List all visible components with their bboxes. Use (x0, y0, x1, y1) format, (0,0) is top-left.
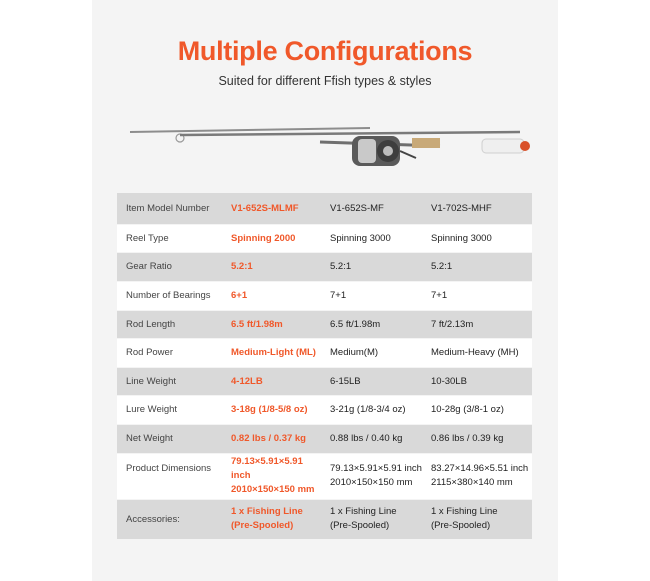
cell: Medium(M) (321, 338, 422, 367)
cell-line: 1 x Fishing Line (431, 506, 498, 517)
table-row (117, 367, 532, 395)
cell: 10-28g (3/8-1 oz) (422, 395, 532, 424)
cell: 6.5 ft/1.98m (321, 310, 422, 338)
table-row (117, 338, 532, 367)
cell-highlight: 3-18g (1/8-5/8 oz) (222, 395, 321, 424)
table-row (117, 453, 532, 499)
cell: V1-652S-MF (321, 193, 422, 224)
cell: 0.88 lbs / 0.40 kg (321, 424, 422, 453)
row-label: Product Dimensions (117, 453, 222, 499)
table-row (117, 252, 532, 281)
page-title: Multiple Configurations (177, 36, 473, 66)
cell (422, 453, 532, 499)
rod-upper-blank (130, 128, 370, 132)
table-row (117, 424, 532, 453)
table-row (117, 395, 532, 424)
cell-highlight: 4-12LB (222, 367, 321, 395)
cell: 7 ft/2.13m (422, 310, 532, 338)
row-label: Rod Power (117, 338, 222, 367)
cell: V1-702S-MHF (422, 193, 532, 224)
cell: 10-30LB (422, 367, 532, 395)
row-label: Number of Bearings (117, 281, 222, 310)
table-row (117, 281, 532, 310)
cell: Spinning 3000 (321, 224, 422, 252)
cell: 7+1 (321, 281, 422, 310)
cell-line: (Pre-Spooled) (431, 520, 491, 531)
cell: 7+1 (422, 281, 532, 310)
cell-highlight (222, 453, 321, 499)
row-label: Reel Type (117, 224, 222, 252)
cell-line: 79.13×5.91×5.91 inch (330, 463, 422, 474)
spinning-reel (352, 136, 416, 166)
page-subtitle: Suited for different Ffish types & styles (218, 74, 432, 88)
table-row (117, 310, 532, 338)
cell-highlight: 5.2:1 (222, 252, 321, 281)
table-row (117, 193, 532, 224)
cell-line: 79.13×5.91×5.91 inch (231, 456, 303, 481)
rod-cork-section (412, 138, 440, 148)
table-row (117, 224, 532, 252)
rod-lower-blank (180, 132, 520, 135)
row-label: Accessories: (117, 499, 222, 539)
cell (422, 499, 532, 539)
row-label: Net Weight (117, 424, 222, 453)
cell-line: (Pre-Spooled) (330, 520, 390, 531)
cell-highlight: 0.82 lbs / 0.37 kg (222, 424, 321, 453)
cell-line: 2010×150×150 mm (330, 477, 413, 488)
row-label: Lure Weight (117, 395, 222, 424)
cell: Medium-Heavy (MH) (422, 338, 532, 367)
cell: 5.2:1 (422, 252, 532, 281)
cell-highlight: 6.5 ft/1.98m (222, 310, 321, 338)
cell-highlight: 6+1 (222, 281, 321, 310)
cell: Spinning 3000 (422, 224, 532, 252)
cell: 5.2:1 (321, 252, 422, 281)
table-row (117, 499, 532, 539)
cell: 3-21g (1/8-3/4 oz) (321, 395, 422, 424)
cell-highlight: V1-652S-MLMF (222, 193, 321, 224)
cell-line: (Pre-Spooled) (231, 520, 294, 531)
cell: 6-15LB (321, 367, 422, 395)
rod-handle (482, 139, 524, 153)
cell-highlight: Medium-Light (ML) (222, 338, 321, 367)
row-label: Line Weight (117, 367, 222, 395)
cell-highlight (222, 499, 321, 539)
cell-highlight: Spinning 2000 (222, 224, 321, 252)
cell-line: 1 x Fishing Line (231, 506, 303, 517)
cell-line: 2010×150×150 mm (231, 484, 315, 495)
row-label: Gear Ratio (117, 252, 222, 281)
cell-line: 83.27×14.96×5.51 inch (431, 463, 529, 474)
cell-line: 1 x Fishing Line (330, 506, 397, 517)
row-label: Item Model Number (117, 193, 222, 224)
cell (321, 499, 422, 539)
cell: 0.86 lbs / 0.39 kg (422, 424, 532, 453)
cell (321, 453, 422, 499)
rod-butt-cap (520, 141, 530, 151)
cell-line: 2115×380×140 mm (431, 477, 513, 488)
fishing-rod-image (120, 110, 540, 180)
row-label: Rod Length (117, 310, 222, 338)
spec-table (117, 193, 532, 540)
